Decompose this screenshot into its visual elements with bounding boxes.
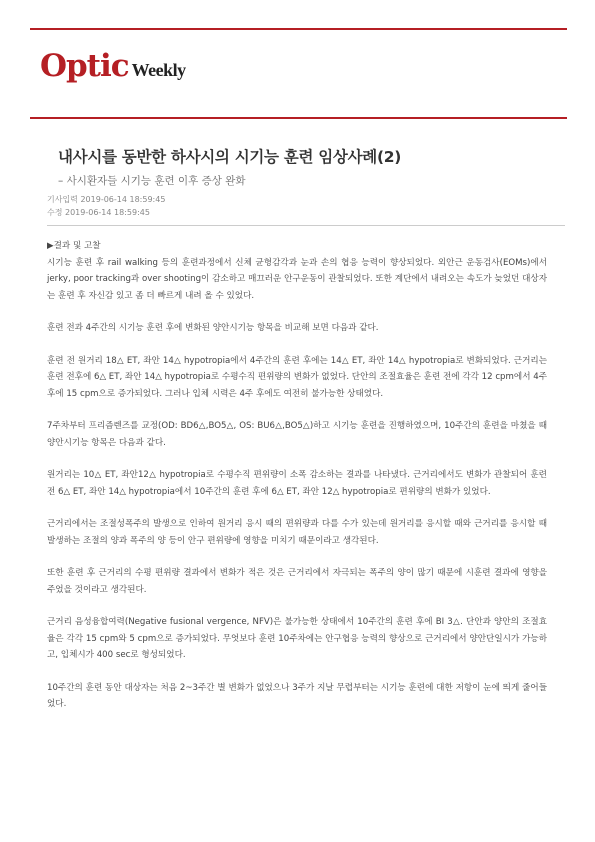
published-date: 기사입력 2019-06-14 18:59:45 <box>47 195 166 204</box>
paragraph: 또한 훈련 후 근거리의 수평 편위량 결과에서 변화가 적은 것은 근거리에서 자극되는 폭주의 양이 많기 때문에 시훈련 결과에 영향을 주었을 것이라고 생각된다. <box>47 568 547 595</box>
article-subtitle: – 사시환자들 시기능 훈련 이후 증상 완화 <box>58 175 246 187</box>
paragraph: 훈련 전 원거리 18△ ET, 좌안 14△ hypotropia에서 4주간의 훈련 후에는 14△ ET, 좌안 14△ hypotropia로 변화되었다. 근거리는 훈련 전후에 6△ ET, 좌안 14△ hypotropia로 수평수직 편위량의 변화가 없었다. 단안의 조절효율은 훈련 전에 각각 12 cpm에서 4주 후에 15 cpm으로 증가되었다. 그러나 입체 시력은 4주 후에도 여전히 불가능한 상태였다. <box>47 355 547 399</box>
section-heading: ▶결과 및 고찰 <box>47 241 101 251</box>
article-title: 내사시를 동반한 하사시의 시기능 훈련 임상사례(2) <box>58 148 401 166</box>
paragraph: 10주간의 훈련 동안 대상자는 처음 2~3주간 별 변화가 없었으나 3주가 지날 무렵부터는 시기능 훈련에 대한 저항이 눈에 띄게 줄어들었다. <box>47 682 547 709</box>
paragraph: 시기능 훈련 후 rail walking 등의 훈련과정에서 신체 균형감각과 눈과 손의 협응 능력이 향상되었다. 외안근 운동검사(EOMs)에서 jerky, poor tracking과 over shooting이 감소하고 매끄러운 안구운동이 관찰되었다. 또한 계단에서 내려오는 속도가 늦었던 대상자는 훈련 후 자신감 있고 좀 더 빠르게 내려 올 수 있었다. <box>47 257 547 301</box>
paragraph: 원거리는 10△ ET, 좌안12△ hypotropia로 수평수직 편위량이 소폭 감소하는 결과를 나타냈다. 근거리에서도 변화가 관찰되어 훈련 전 6△ ET, 좌안 14△ hypotropia에서 10주간의 훈련 후에 6△ ET, 좌안 12△ hypotropia로 편위량의 변화가 있었다. <box>47 470 547 497</box>
modified-date: 수정 2019-06-14 18:59:45 <box>47 208 150 217</box>
logo-weekly: Weekly <box>131 60 186 80</box>
top-rule <box>30 28 567 30</box>
meta-divider <box>47 225 565 226</box>
paragraph: 7주차부터 프리즘렌즈를 교정(OD: BD6△,BO5△, OS: BU6△,BO5△)하고 시기능 훈련을 진행하였으며, 10주간의 훈련을 마쳤을 때 양안시기능 항목은 다음과 같다. <box>47 421 547 448</box>
paragraph: 근거리에서는 조절성폭주의 발생으로 인하여 원거리 응시 때의 편위량과 다를 수가 있는데 원거리를 응시할 때와 근거리를 응시할 때 발생하는 조절의 양과 폭주의 양 등이 안구 편위량에 영향을 미치기 때문이라고 생각된다. <box>47 519 547 546</box>
article-body <box>47 238 547 729</box>
site-logo[interactable] <box>40 48 186 84</box>
logo-optic: Optic <box>40 48 129 84</box>
header-rule <box>30 117 567 119</box>
paragraph: 근거리 음성융합여력(Negative fusional vergence, NFV)은 불가능한 상태에서 10주간의 훈련 후에 BI 3△. 단안과 양안의 조절효율은 각각 15 cpm와 5 cpm으로 증가되었다. 무엇보다 훈련 10주차에는 안구협응 능력의 향상으로 근거리에서 양안단일시가 가능하고, 입체시가 400 sec로 형성되었다. <box>47 617 547 660</box>
paragraph: 훈련 전과 4주간의 시기능 훈련 후에 변화된 양안시기능 항목을 비교해 보면 다음과 같다. <box>47 323 379 333</box>
